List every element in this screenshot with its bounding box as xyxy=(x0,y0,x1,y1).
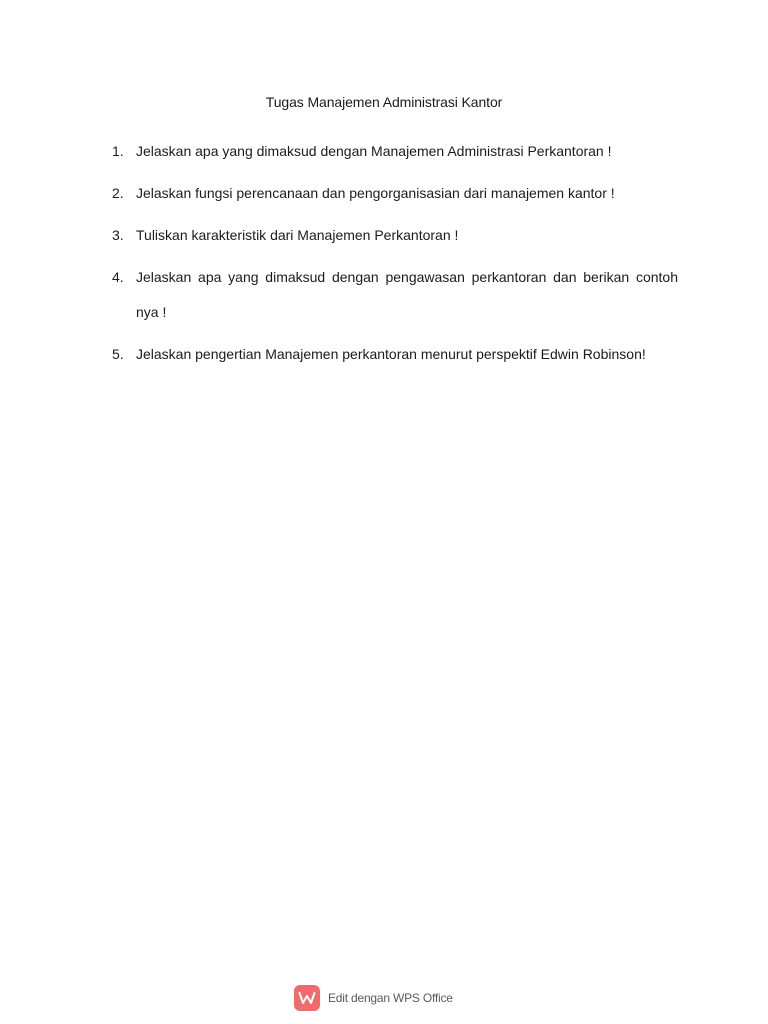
question-text: Jelaskan apa yang dimaksud dengan pengawasan perkantoran dan berikan contoh nya ! xyxy=(136,269,678,320)
document-title: Tugas Manajemen Administrasi Kantor xyxy=(265,94,503,110)
question-text: Jelaskan fungsi perencanaan dan pengorganisasian dari manajemen kantor ! xyxy=(136,185,615,201)
question-item xyxy=(112,337,678,372)
question-item xyxy=(112,134,678,169)
question-text: Jelaskan apa yang dimaksud dengan Manajemen Administrasi Perkantoran ! xyxy=(136,143,612,159)
question-text: Tuliskan karakteristik dari Manajemen Perkantoran ! xyxy=(136,227,459,243)
wps-office-icon xyxy=(294,985,320,1011)
question-item xyxy=(112,260,678,330)
question-number: 2. xyxy=(112,185,124,201)
question-number: 3. xyxy=(112,227,124,243)
question-text: Jelaskan pengertian Manajemen perkantoran menurut perspektif Edwin Robinson! xyxy=(136,346,646,362)
question-list xyxy=(112,140,678,385)
question-number: 1. xyxy=(112,143,124,159)
question-number: 5. xyxy=(112,346,124,362)
question-item xyxy=(112,218,678,253)
question-number: 4. xyxy=(112,269,124,285)
question-item xyxy=(112,176,678,211)
edit-with-wps-office-label: Edit dengan WPS Office xyxy=(328,991,453,1005)
edit-with-wps-office-link[interactable] xyxy=(294,985,453,1011)
